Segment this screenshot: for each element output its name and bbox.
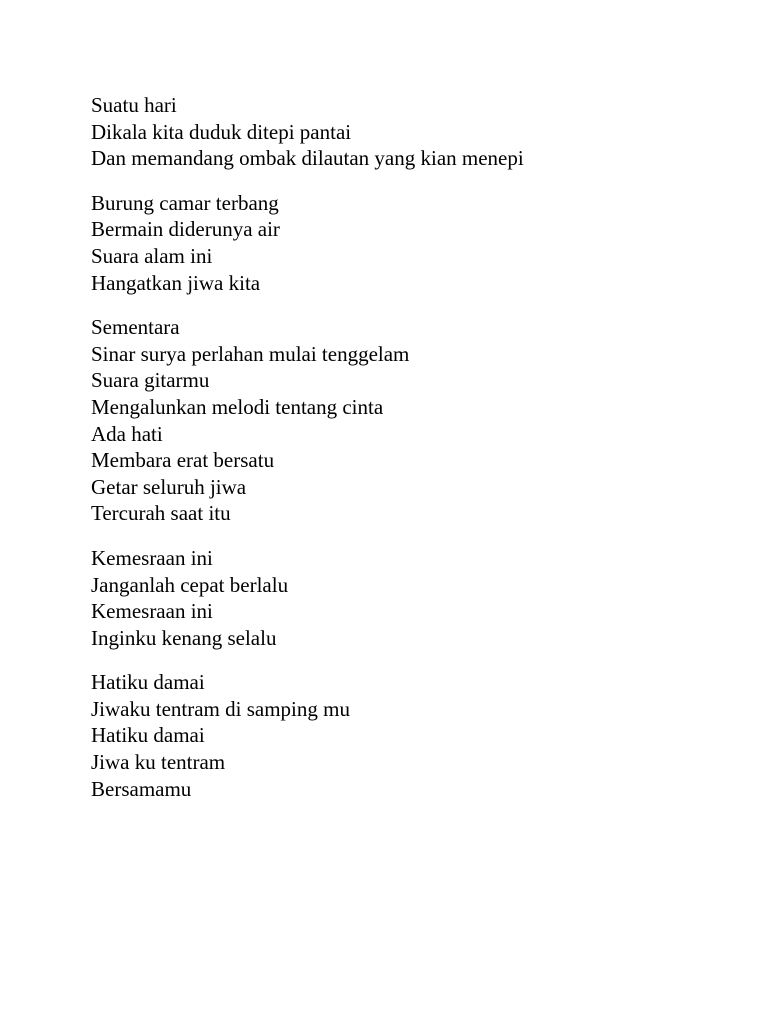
lyric-line: Sinar surya perlahan mulai tenggelam [91, 341, 410, 366]
lyric-line: Janganlah cepat berlalu [91, 572, 289, 597]
lyric-line: Dikala kita duduk ditepi pantai [91, 119, 352, 144]
lyric-line: Bersamamu [91, 776, 192, 801]
stanza-1 [91, 92, 731, 172]
lyric-line: Suara alam ini [91, 243, 213, 268]
lyric-line: Membara erat bersatu [91, 448, 275, 473]
lyric-line: Hatiku damai [91, 670, 205, 695]
lyric-line: Jiwaku tentram di samping mu [91, 696, 350, 721]
stanza-3 [91, 314, 731, 527]
lyric-line: Bermain diderunya air [91, 217, 280, 242]
lyric-line: Kemesraan ini [91, 545, 213, 570]
lyrics-text [91, 92, 731, 820]
lyric-line: Suatu hari [91, 93, 177, 117]
lyric-line: Kemesraan ini [91, 599, 213, 624]
lyric-line: Ada hati [91, 421, 163, 446]
lyric-line: Hatiku damai [91, 723, 205, 748]
lyric-line: Burung camar terbang [91, 190, 279, 215]
lyric-line: Mengalunkan melodi tentang cinta [91, 394, 384, 419]
lyric-line: Hangatkan jiwa kita [91, 270, 261, 295]
lyric-line: Sementara [91, 315, 180, 340]
stanza-5 [91, 669, 731, 802]
stanza-4 [91, 545, 731, 651]
lyric-line: Tercurah saat itu [91, 501, 231, 526]
lyric-line: Dan memandang ombak dilautan yang kian menepi [91, 146, 524, 171]
stanza-2 [91, 190, 731, 296]
lyric-line: Jiwa ku tentram [91, 750, 226, 775]
lyric-line: Inginku kenang selalu [91, 625, 277, 650]
lyric-line: Getar seluruh jiwa [91, 474, 247, 499]
lyric-line: Suara gitarmu [91, 368, 210, 393]
